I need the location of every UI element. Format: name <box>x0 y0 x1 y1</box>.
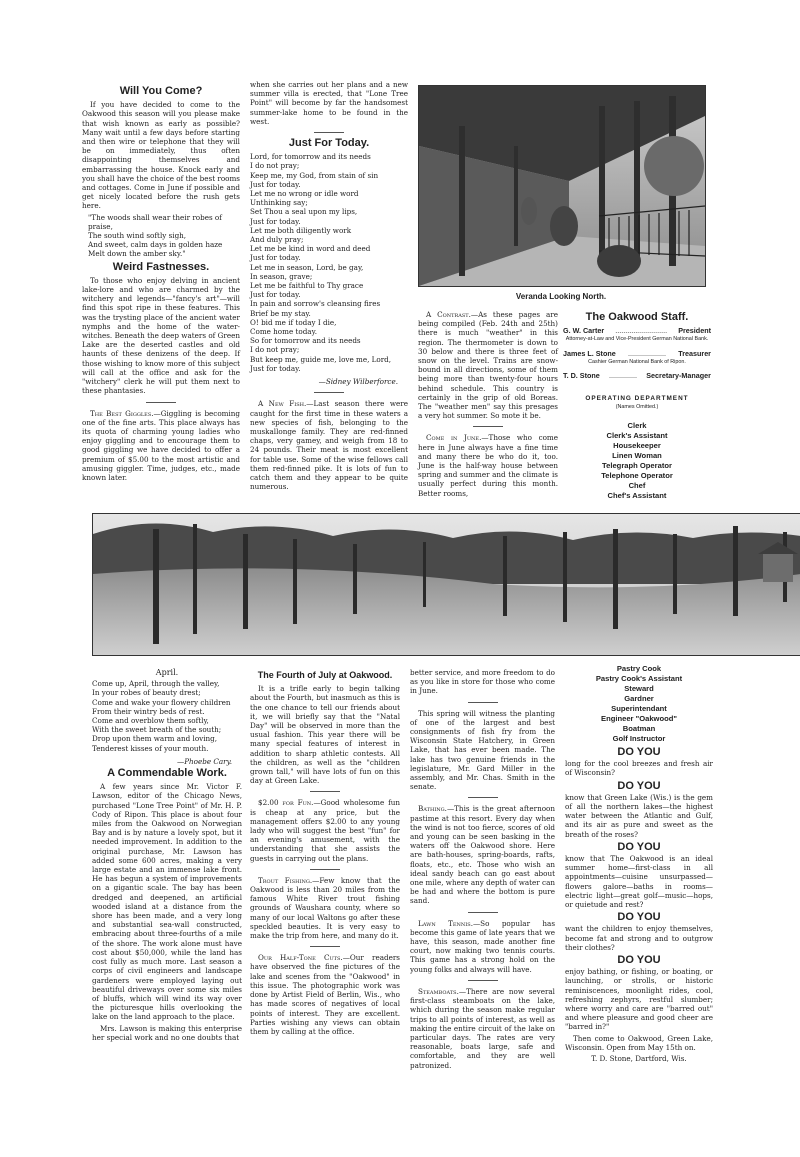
just-for-today-heading: Just For Today. <box>288 137 370 150</box>
veranda-photo <box>418 85 706 287</box>
june-continued-text: better service, and more freedom to do as you like in store for those who come in June. <box>410 668 555 696</box>
staff-heading: The Oakwood Staff. <box>585 311 689 323</box>
veranda-caption: Veranda Looking North. <box>515 292 607 301</box>
divider <box>146 402 176 403</box>
lower-column-4 <box>565 664 713 1063</box>
role-item: Pastry Cook's Assistant <box>595 674 683 683</box>
weird-fastnesses-text: To those who enjoy delving in ancient lake-lore and who are charmed by the witchery and legends—"fancy's art"—will find this spot ripe in these features. This was the trysting place of the ancient water nymphs and the home of the water-witches. Beneath the deep waters of Green Lake are the deserted castles and old haunts of these denizens of the deep. If those wishing to know more of this subject will call at the office and ask for the "witchery" clerk he will put them next to these phantasies. <box>82 275 240 396</box>
fourth-of-july-text: It is a trifle early to begin talking about the Fourth, but inasmuch as this is the one chance to tell our friends about it, we will briefly say that the "Natal Day" will be observed in more than the usual fashion. This year there will be many special features of interest in addition to sharp athletic contests. All the children, as well as the "children grown tall," will have lots of fun on this day at Green Lake. <box>250 684 400 786</box>
staff-row: T. D. Stone .............. Secretary-Manager <box>563 371 711 381</box>
lower-column-3 <box>410 668 555 1072</box>
upper-column-3 <box>418 310 558 500</box>
role-item: Steward <box>624 684 654 693</box>
role-item: Pastry Cook <box>616 664 662 673</box>
do-you-heading: DO YOU <box>617 746 661 758</box>
commendable-work-heading: A Commendable Work. <box>107 767 227 780</box>
grove-image <box>93 514 800 655</box>
do-you-heading: DO YOU <box>617 779 661 792</box>
steamboats-text: Steamboats.—There are now several first-class steamboats on the lake, which during the season make regular trips to all points of interest, as well as making the entire circuit of the lake on particular days. The rates are very reasonable, boats large, safe and comfortable, and they are well patronized. <box>410 986 555 1070</box>
role-item: Telephone Operator <box>601 470 673 480</box>
divider <box>468 912 498 913</box>
staff-row: G. W. Carter .......................... President <box>563 326 711 336</box>
do-you-text: long for the cool breezes and fresh air of Wisconsin? <box>565 759 713 778</box>
april-author: —Phoebe Cary. <box>177 756 232 766</box>
role-item: Gardner <box>624 694 654 703</box>
divider <box>473 426 503 427</box>
role-item: Boatman <box>622 724 656 733</box>
divider <box>468 797 498 798</box>
fish-planting-text: This spring will witness the planting of one of the largest and best consignments of fish fry from the Wisconsin State Hatchery, in Green Lake, that has ever been made. The lake has two genuine friends in the legislature, Mr. Gard Miller in the assembly, and Mr. Chas. Smith in the senate. <box>410 708 555 792</box>
will-you-come-heading: Will You Come? <box>119 85 203 97</box>
veranda-image <box>419 86 705 286</box>
will-you-come-text: If you have decided to come to the Oakwood this season will you please make that wish known as early as possible? Many wait until a few days before starting and then wire or telephone that they will be on immediately, thus often disappointing themselves and embarrassing the house. Knock early and you shall have the choice of the best rooms and cottages. Come in June if possible and get nicely located before the rush gets here. <box>82 100 240 211</box>
role-item: Telegraph Operator <box>602 460 672 470</box>
divider <box>310 791 340 792</box>
commendable-work-text-2: Mrs. Lawson is making this enterprise her special work and no one doubts that <box>92 1023 242 1042</box>
role-item: Clerk <box>627 420 647 430</box>
divider <box>314 132 344 133</box>
do-you-text: enjoy bathing, or fishing, or boating, or launching, or strolls, or historic reminiscences, moonlight rides, cool, refreshing zephyrs, restful slumber; where worry and care are "barred out" and where pleasure and good cheer are "barred in?" <box>565 967 713 1032</box>
fun-text: $2.00 for Fun.—Good wholesome fun is cheap at any price, but the management offers $2.00 to any young lady who will suggest the best "fun" for an evening's amusement, with the understanding that she assists the guests in carrying out the plans. <box>250 798 401 863</box>
lower-column-2 <box>250 668 400 1038</box>
commendable-work-text: A few years since Mr. Victor F. Lawson, editor of the Chicago News, purchased "Lone Tree Point" of Mr. H. P. Cody of Ripon. This place is about four miles from the Oakwood on Norwegian Bay and is by nature a lovely spot, but it needed improvement. In addition to the original purchase, Mr. Lawson has added some 600 acres, making a very large estate and an immense lake front. He has begun a system of improvements on a gigantic scale. The bay has been dredged and deepened, an artificial wooded island at a distance from the shore has been made, and a very long and substantial sea-wall constructed, embracing about three-fourths of a mile of the shore. The work alone must have cost about $50,000, while the land has cost fully as much more. Last season a corps of civil engineers and landscape gardeners were employed laying out beautiful driveways over some six miles of bluffs, which will wind its way over the picturesque hills overlooking the lake on the land approach to the place. <box>92 782 242 1022</box>
trout-fishing-text: Trout Fishing.—Few know that the Oakwood is less than 20 miles from the famous White River trout fishing grounds of Waushara county, where so many of our local Waltons go after these speckled beauties. It is very easy to make the trip from here, and many do it. <box>250 875 401 941</box>
do-you-text: know that Green Lake (Wis.) is the gem of all the northern lakes—the highest water between the Atlantic and Gulf, and its air as pure and sweet as the breath of the roses? <box>565 792 713 839</box>
april-heading: April. <box>155 668 179 677</box>
grove-panorama-photo <box>92 513 800 656</box>
lone-tree-continued-text: when she carries out her plans and a new summer villa is erected, that "Lone Tree Point" will become by far the handsomest summer-lake home to be found in the west. <box>250 80 408 126</box>
contrast-text: A Contrast.—As these pages are being compiled (Feb. 24th and 25th) there is much "weather" in this region. The thermometer is down to 30 below and there is three feet of snow on the level. Trains are snow-bound in all directions, some of them being more than twenty-four hours behind schedule. This country is certainly in the grip of old Boreas. The "weather men" say this presages a very hot summer. So mote it be. <box>418 310 558 421</box>
best-giggles-text: The Best Giggles.—Giggling is becoming one of the fine arts. This place always has its quota of charming young ladies who enjoy giggling and to encourage them to good giggling we have decided to offer a premium of $5.00 to the most artistic and amusing giggler. Time, judges, etc., made known later. <box>82 408 240 482</box>
do-you-heading: DO YOU <box>617 911 661 924</box>
do-you-heading: DO YOU <box>617 954 661 967</box>
role-item: Linen Woman <box>612 450 662 460</box>
lower-column-1 <box>92 668 242 1044</box>
do-you-text: want the children to enjoy themselves, become fat and strong and to outgrow their clothes? <box>565 924 713 952</box>
upper-column-1 <box>82 84 240 484</box>
role-item: Golf Instructor <box>612 734 666 743</box>
new-fish-text: A New Fish.—Last season there were caught for the first time in these waters a new species of fish, belonging to the muskallonge family. They are red-finned chaps, very gamey, and weigh from 18 to 24 pounds. Their meat is most excellent for table use. Some of the wise fellows call them red-finned pike. It is lots of fun to catch them and they appear to be quite numerous. <box>250 399 408 492</box>
divider <box>314 392 344 393</box>
staff-column <box>563 310 711 501</box>
role-item: Chef's Assistant <box>607 490 667 500</box>
will-you-come-poem: "The woods shall wear their robes of praise, The south wind softly sigh, And sweet, calm days in golden haze Melt down the amber sky." <box>88 212 223 259</box>
just-for-today-author: —Sidney Wilberforce. <box>318 377 398 387</box>
do-you-text: know that The Oakwood is an ideal summer home—first-class in all appointments—cuisine unsurpassed—flowers galore—baths in rooms—electric light—great golf—music—hops, or quietude and rest? <box>565 854 713 910</box>
role-item: Engineer "Oakwood" <box>601 714 677 723</box>
operating-roles-continued <box>565 664 713 744</box>
operating-department-heading: OPERATING DEPARTMENT <box>585 395 689 403</box>
do-you-heading: DO YOU <box>617 840 661 853</box>
role-item: Superintendant <box>611 704 667 713</box>
come-to-oakwood-text: Then come to Oakwood, Green Lake, Wisconsin. Open from May 15th on. <box>565 1033 713 1052</box>
come-in-june-text: Come in June.—Those who come here in June always have a fine time and many there be who do it, too. June is the half-way house between spring and summer and the climate is usually perfect during this month. Better rooms, <box>418 433 558 498</box>
divider <box>468 980 498 981</box>
upper-column-2 <box>250 80 408 493</box>
operating-department-note: (Names Omitted.) <box>615 404 659 411</box>
lawn-tennis-text: Lawn Tennis.—So popular has become this game of late years that we have, this season, made another fine court, now making two tennis courts. This game has a strong hold on the young folks and always will have. <box>410 918 556 974</box>
fourth-of-july-heading: The Fourth of July at Oakwood. <box>257 670 393 680</box>
staff-row-note: Attorney-at-Law and Vice-President German National Bank. <box>565 336 709 343</box>
do-you-signature: T. D. Stone, Dartford, Wis. <box>591 1054 687 1064</box>
divider <box>310 869 340 870</box>
operating-roles <box>563 421 711 501</box>
divider <box>468 702 498 703</box>
role-item: Chef <box>628 480 646 490</box>
bathing-text: Bathing.—This is the great afternoon pastime at this resort. Every day when the wind is not too fierce, scores of old and young can be seen basking in the waters off the Oakwood shore. Here are bath-houses, spring-boards, rafts, floats, etc., etc. Those who wish an ideal sandy beach can go east about one mile, where any depth of water can be had and where the bottom is pure sand. <box>410 804 555 906</box>
april-poem: Come up, April, through the valley, In your robes of beauty drest; Come and wake your flowery children From their wintry beds of rest. Come and overblow them softly, With the sweet breath of the south; Drop upon them warm and loving, Tenderest kisses of your mouth. <box>92 679 231 753</box>
role-item: Clerk's Assistant <box>606 430 668 440</box>
just-for-today-poem: Lord, for tomorrow and its needs I do not pray; Keep me, my God, from stain of sin Just for today. Let me no wrong or idle word Unthinking say; Set Thou a seal upon my lips, Just for today. Let me both diligently work And duly pray; Let me be kind in word and deed Just for today. Let me in season, Lord, be gay, In season, grave; Let me be faithful to Thy grace Just for today. In pain and sorrow's cleansing fires Brief be my stay. O! bid me if today I die, Come home today. So for tomorrow and its needs I do not pray; But keep me, guide me, love me, Lord, Just for today. <box>250 152 392 373</box>
divider <box>310 946 340 947</box>
weird-fastnesses-heading: Weird Fastnesses. <box>112 260 210 273</box>
staff-row: James L. Stone ................... Treasurer <box>563 348 711 358</box>
role-item: Housekeeper <box>613 440 661 450</box>
staff-row-note: Cashier German National Bank of Ripon. <box>588 358 686 365</box>
half-tone-cuts-text: Our Half-Tone Cuts.—Our readers have observed the fine pictures of the lake and scenes from the "Oakwood" in this issue. The photographic work was done by Artist Field of Berlin, Wis., who has made scores of negatives of local points of interest. They are excellent. Parties wishing any views can obtain them by calling at the office. <box>250 953 400 1036</box>
